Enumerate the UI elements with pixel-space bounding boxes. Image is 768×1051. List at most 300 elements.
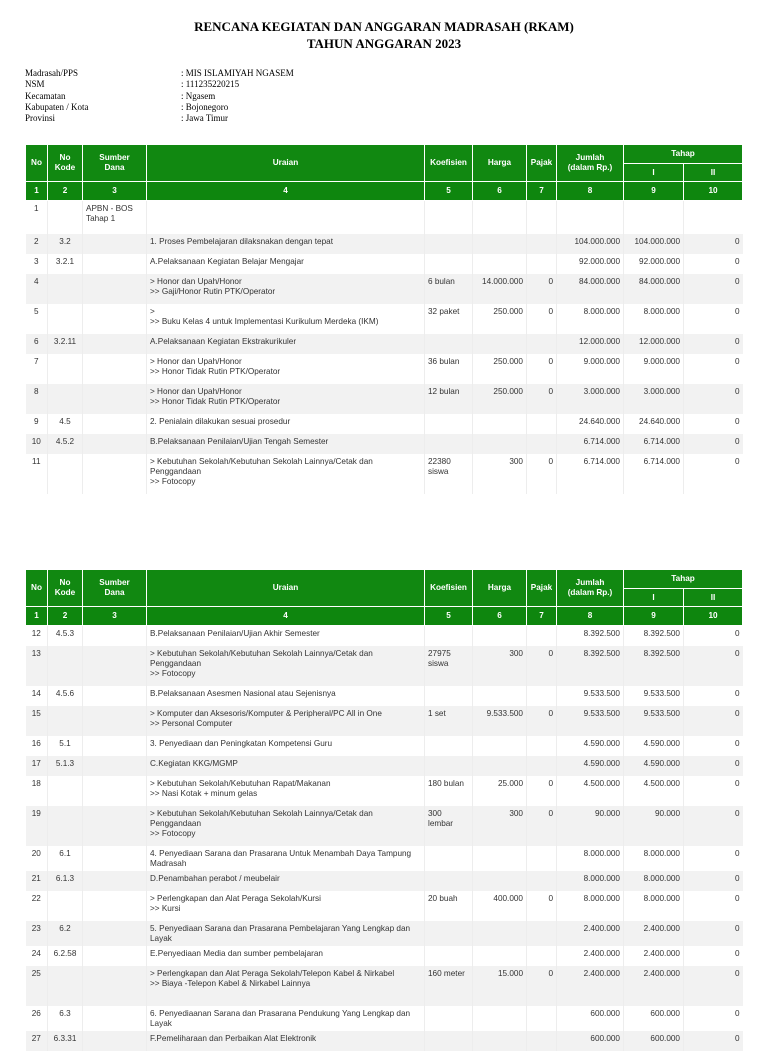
table-row — [26, 304, 743, 334]
cell-koefisien — [425, 756, 473, 776]
cell-harga: 9.533.500 — [473, 706, 527, 736]
cell-harga — [473, 736, 527, 756]
table-row — [26, 946, 743, 966]
cell-uraian: E.Penyediaan Media dan sumber pembelajaran — [147, 946, 425, 966]
cell-tahap-1: 2.400.000 — [624, 966, 684, 1006]
table-row — [26, 871, 743, 891]
cell-jumlah: 600.000 — [557, 1031, 624, 1051]
table-row — [26, 434, 743, 454]
cell-pajak: 0 — [527, 354, 557, 384]
column-number: 10 — [684, 182, 743, 201]
cell-sumber-dana — [83, 1006, 147, 1031]
cell-uraian: > >> Buku Kelas 4 untuk Implementasi Kurikulum Merdeka (IKM) — [147, 304, 425, 334]
budget-table-2 — [25, 569, 743, 1051]
cell-koefisien: 180 bulan — [425, 776, 473, 806]
cell-kode: 6.2.58 — [48, 946, 83, 966]
cell-koefisien — [425, 946, 473, 966]
cell-pajak — [527, 254, 557, 274]
cell-tahap-2: 0 — [684, 966, 743, 1006]
cell-tahap-2: 0 — [684, 871, 743, 891]
table-row — [26, 776, 743, 806]
cell-harga — [473, 921, 527, 946]
cell-koefisien — [425, 254, 473, 274]
column-number: 4 — [147, 607, 425, 626]
cell-tahap-2: 0 — [684, 806, 743, 846]
cell-sumber-dana — [83, 776, 147, 806]
header-jumlah: Jumlah (dalam Rp.) — [557, 145, 624, 182]
cell-uraian: > Honor dan Upah/Honor >> Honor Tidak Rutin PTK/Operator — [147, 384, 425, 414]
cell-kode: 3.2 — [48, 234, 83, 254]
cell-pajak — [527, 756, 557, 776]
cell-koefisien — [425, 234, 473, 254]
cell-tahap-2: 0 — [684, 946, 743, 966]
cell-tahap-1: 600.000 — [624, 1031, 684, 1051]
cell-jumlah: 6.714.000 — [557, 434, 624, 454]
cell-tahap-1: 9.533.500 — [624, 706, 684, 736]
cell-no: 8 — [26, 384, 48, 414]
column-number: 7 — [527, 607, 557, 626]
cell-tahap-1: 92.000.000 — [624, 254, 684, 274]
cell-no: 19 — [26, 806, 48, 846]
cell-harga: 400.000 — [473, 891, 527, 921]
cell-tahap-1 — [624, 201, 684, 234]
cell-koefisien — [425, 871, 473, 891]
info-label: NSM — [25, 79, 45, 90]
column-number: 8 — [557, 607, 624, 626]
table-row — [26, 686, 743, 706]
cell-uraian: 1. Proses Pembelajaran dilaksnakan dengan tepat — [147, 234, 425, 254]
cell-sumber-dana: APBN - BOS Tahap 1 — [83, 201, 147, 234]
cell-uraian: > Honor dan Upah/Honor >> Gaji/Honor Rutin PTK/Operator — [147, 274, 425, 304]
cell-uraian: > Kebutuhan Sekolah/Kebutuhan Rapat/Makanan >> Nasi Kotak + minum gelas — [147, 776, 425, 806]
cell-jumlah: 2.400.000 — [557, 966, 624, 1006]
cell-harga — [473, 414, 527, 434]
cell-tahap-2: 0 — [684, 1031, 743, 1051]
cell-pajak — [527, 921, 557, 946]
cell-tahap-1: 8.000.000 — [624, 846, 684, 871]
info-value: : 111235220215 — [181, 79, 240, 90]
cell-kode: 6.2 — [48, 921, 83, 946]
cell-tahap-1: 2.400.000 — [624, 946, 684, 966]
table-row — [26, 1031, 743, 1051]
cell-koefisien — [425, 414, 473, 434]
cell-koefisien — [425, 736, 473, 756]
cell-harga: 15.000 — [473, 966, 527, 1006]
cell-kode — [48, 201, 83, 234]
cell-harga — [473, 234, 527, 254]
cell-harga: 250.000 — [473, 354, 527, 384]
cell-tahap-2: 0 — [684, 776, 743, 806]
budget-table-1 — [25, 144, 743, 494]
cell-pajak — [527, 434, 557, 454]
cell-pajak: 0 — [527, 776, 557, 806]
cell-no: 24 — [31, 948, 41, 958]
cell-harga: 250.000 — [473, 384, 527, 414]
cell-uraian: 2. Penialain dilakukan sesuai prosedur — [147, 414, 425, 434]
cell-pajak: 0 — [527, 966, 557, 1006]
cell-koefisien — [425, 1006, 473, 1031]
cell-uraian: > Perlengkapan dan Alat Peraga Sekolah/Kursi >> Kursi — [147, 891, 425, 921]
header-jumlah: Jumlah (dalam Rp.) — [557, 570, 624, 607]
cell-uraian: > Kebutuhan Sekolah/Kebutuhan Sekolah Lainnya/Cetak dan Penggandaan >> Fotocopy — [147, 454, 425, 494]
cell-tahap-1: 3.000.000 — [624, 384, 684, 414]
cell-sumber-dana — [83, 384, 147, 414]
cell-no: 27 — [26, 1031, 48, 1051]
cell-uraian: > Perlengkapan dan Alat Peraga Sekolah/Telepon Kabel & Nirkabel >> Biaya -Telepon Kabel & Nirkabel Lainnya — [147, 966, 425, 1006]
cell-koefisien: 12 bulan — [425, 384, 473, 414]
header-uraian: Uraian — [147, 570, 425, 607]
cell-tahap-2: 0 — [684, 414, 743, 434]
cell-jumlah: 4.590.000 — [557, 736, 624, 756]
cell-harga: 300 — [473, 646, 527, 686]
header-harga: Harga — [473, 570, 527, 607]
cell-tahap-1: 8.000.000 — [624, 891, 684, 921]
header-tahap-1: I — [624, 589, 684, 607]
cell-kode: 4.5 — [48, 414, 83, 434]
cell-sumber-dana — [83, 871, 147, 891]
cell-uraian: 6. Penyediaanan Sarana dan Prasarana Pendukung Yang Lengkap dan Layak — [147, 1006, 425, 1031]
cell-no: 5 — [33, 306, 39, 316]
cell-harga — [473, 434, 527, 454]
cell-jumlah: 3.000.000 — [557, 384, 624, 414]
cell-jumlah: 600.000 — [557, 1006, 624, 1031]
cell-tahap-1: 8.000.000 — [624, 304, 684, 334]
cell-no: 10 — [26, 434, 48, 454]
cell-tahap-2: 0 — [684, 646, 743, 686]
cell-jumlah — [557, 201, 624, 234]
cell-tahap-2 — [684, 201, 743, 234]
cell-koefisien: 22380 siswa — [425, 454, 473, 494]
cell-pajak: 0 — [527, 891, 557, 921]
cell-pajak — [527, 234, 557, 254]
info-label: Madrasah/PPS — [25, 68, 79, 78]
cell-kode: 4.5.2 — [48, 434, 83, 454]
cell-koefisien — [425, 686, 473, 706]
column-number: 2 — [48, 182, 83, 201]
cell-uraian: B.Pelaksanaan Asesmen Nasional atau Sejenisnya — [147, 686, 425, 706]
cell-pajak — [527, 686, 557, 706]
document-title: RENCANA KEGIATAN DAN ANGGARAN MADRASAH (RKAM) — [194, 19, 574, 34]
table-row — [26, 354, 743, 384]
cell-jumlah: 4.590.000 — [557, 756, 624, 776]
cell-no: 20 — [31, 848, 41, 858]
table-row — [26, 274, 743, 304]
cell-harga — [473, 946, 527, 966]
cell-no: 3 — [33, 256, 39, 266]
cell-no: 1 — [33, 204, 39, 213]
table-row — [26, 736, 743, 756]
cell-pajak: 0 — [527, 454, 557, 494]
column-number-row — [26, 607, 743, 626]
cell-harga: 25.000 — [473, 776, 527, 806]
cell-tahap-1: 6.714.000 — [624, 434, 684, 454]
cell-harga — [473, 871, 527, 891]
cell-koefisien — [425, 846, 473, 871]
header-no-kode: No Kode — [48, 145, 83, 182]
cell-tahap-2: 0 — [684, 756, 743, 776]
cell-koefisien: 36 bulan — [425, 354, 473, 384]
cell-no: 4 — [26, 274, 48, 304]
cell-tahap-1: 84.000.000 — [624, 274, 684, 304]
cell-kode — [48, 776, 83, 806]
cell-jumlah: 24.640.000 — [557, 414, 624, 434]
cell-tahap-1: 8.392.500 — [624, 646, 684, 686]
info-value: : Jawa Timur — [181, 113, 229, 124]
header-koefisien: Koefisien — [425, 570, 473, 607]
cell-no: 6 — [26, 334, 48, 354]
cell-no: 9 — [33, 416, 39, 426]
header-no-kode: No Kode — [48, 570, 83, 607]
cell-sumber-dana — [83, 304, 147, 334]
cell-sumber-dana — [83, 354, 147, 384]
cell-jumlah: 84.000.000 — [557, 274, 624, 304]
cell-tahap-2: 0 — [684, 334, 743, 354]
cell-koefisien — [425, 201, 473, 234]
cell-no: 13 — [26, 646, 48, 686]
cell-pajak — [527, 1006, 557, 1031]
cell-pajak — [527, 201, 557, 234]
cell-no: 7 — [33, 356, 39, 366]
header-no: No — [26, 570, 48, 607]
cell-tahap-1: 90.000 — [624, 806, 684, 846]
cell-sumber-dana — [83, 706, 147, 736]
cell-tahap-1: 8.392.500 — [624, 626, 684, 646]
column-number: 7 — [527, 182, 557, 201]
cell-jumlah: 8.000.000 — [557, 871, 624, 891]
header-sumber-dana: Sumber Dana — [83, 570, 147, 607]
column-number: 6 — [473, 182, 527, 201]
cell-sumber-dana — [83, 234, 147, 254]
cell-sumber-dana — [83, 434, 147, 454]
cell-pajak: 0 — [527, 706, 557, 736]
cell-pajak — [527, 736, 557, 756]
cell-no: 22 — [31, 893, 41, 903]
cell-jumlah: 9.533.500 — [557, 686, 624, 706]
cell-no: 21 — [26, 871, 48, 891]
cell-tahap-2: 0 — [684, 234, 743, 254]
cell-tahap-2: 0 — [684, 686, 743, 706]
cell-pajak: 0 — [527, 384, 557, 414]
column-number: 10 — [684, 607, 743, 626]
cell-harga: 14.000.000 — [473, 274, 527, 304]
cell-uraian: D.Penambahan perabot / meubelair — [147, 871, 425, 891]
cell-harga: 250.000 — [473, 304, 527, 334]
cell-sumber-dana — [83, 626, 147, 646]
cell-uraian: C.Kegiatan KKG/MGMP — [147, 756, 425, 776]
cell-koefisien: 1 set — [425, 706, 473, 736]
cell-kode: 6.3.31 — [48, 1031, 83, 1051]
column-number: 2 — [48, 607, 83, 626]
cell-uraian: F.Pemeliharaan dan Perbaikan Alat Elektronik — [147, 1031, 425, 1051]
table-row — [26, 646, 743, 686]
cell-harga — [473, 1006, 527, 1031]
cell-tahap-1: 600.000 — [624, 1006, 684, 1031]
cell-harga — [473, 846, 527, 871]
cell-no: 18 — [31, 778, 41, 788]
cell-uraian: B.Pelaksanaan Penilaian/Ujian Akhir Semester — [147, 626, 425, 646]
cell-sumber-dana — [83, 274, 147, 304]
info-label: Provinsi — [25, 113, 56, 124]
cell-tahap-2: 0 — [684, 736, 743, 756]
header-no: No — [26, 145, 48, 182]
cell-sumber-dana — [83, 254, 147, 274]
cell-pajak — [527, 334, 557, 354]
cell-sumber-dana — [83, 686, 147, 706]
cell-kode — [48, 646, 83, 686]
cell-uraian: > Komputer dan Aksesoris/Komputer & Peripheral/PC All in One >> Personal Computer — [147, 706, 425, 736]
header-tahap-2: II — [684, 164, 743, 182]
cell-kode — [48, 384, 83, 414]
cell-koefisien — [425, 626, 473, 646]
cell-jumlah: 8.000.000 — [557, 304, 624, 334]
column-number: 4 — [147, 182, 425, 201]
cell-kode: 5.1.3 — [48, 756, 83, 776]
cell-tahap-2: 0 — [684, 626, 743, 646]
cell-sumber-dana — [83, 846, 147, 871]
cell-harga — [473, 254, 527, 274]
cell-jumlah: 90.000 — [557, 806, 624, 846]
cell-kode — [48, 454, 83, 494]
cell-pajak — [527, 946, 557, 966]
cell-uraian: > Kebutuhan Sekolah/Kebutuhan Sekolah Lainnya/Cetak dan Penggandaan >> Fotocopy — [147, 806, 425, 846]
cell-jumlah: 8.000.000 — [557, 891, 624, 921]
cell-tahap-1: 4.590.000 — [624, 736, 684, 756]
cell-harga — [473, 756, 527, 776]
cell-koefisien — [425, 434, 473, 454]
cell-harga — [473, 201, 527, 234]
cell-no: 14 — [31, 688, 41, 698]
cell-jumlah: 8.392.500 — [557, 626, 624, 646]
cell-jumlah: 9.000.000 — [557, 354, 624, 384]
cell-jumlah: 4.500.000 — [557, 776, 624, 806]
column-number: 8 — [557, 182, 624, 201]
cell-tahap-1: 104.000.000 — [624, 234, 684, 254]
document-subtitle: TAHUN ANGGARAN 2023 — [306, 36, 462, 51]
cell-koefisien: 300 lembar — [425, 806, 473, 846]
cell-uraian: B.Pelaksanaan Penilaian/Ujian Tengah Semester — [147, 434, 425, 454]
column-number: 9 — [624, 182, 684, 201]
header-harga: Harga — [473, 145, 527, 182]
table-row — [26, 846, 743, 871]
cell-pajak — [527, 626, 557, 646]
cell-koefisien: 20 buah — [425, 891, 473, 921]
info-label: Kabupaten / Kota — [25, 101, 89, 112]
cell-no: 17 — [26, 756, 48, 776]
cell-no: 11 — [32, 456, 41, 466]
table-row — [26, 806, 743, 846]
cell-koefisien — [425, 1031, 473, 1051]
table-row — [26, 201, 743, 234]
cell-tahap-2: 0 — [684, 254, 743, 274]
cell-pajak — [527, 1031, 557, 1051]
cell-pajak: 0 — [527, 646, 557, 686]
cell-jumlah: 9.533.500 — [557, 706, 624, 736]
cell-tahap-2: 0 — [684, 384, 743, 414]
cell-sumber-dana — [83, 756, 147, 776]
cell-kode — [48, 274, 83, 304]
cell-uraian: A.Pelaksanaan Kegiatan Ekstrakurikuler — [147, 334, 425, 354]
cell-uraian: 4. Penyediaan Sarana dan Prasarana Untuk Menambah Daya Tampung Madrasah — [147, 846, 425, 871]
cell-no: 25 — [26, 966, 48, 1006]
info-value: : Ngasem — [181, 90, 216, 101]
cell-uraian: > Kebutuhan Sekolah/Kebutuhan Sekolah Lainnya/Cetak dan Penggandaan >> Fotocopy — [147, 646, 425, 686]
column-number: 3 — [83, 182, 147, 201]
header-pajak: Pajak — [527, 145, 557, 182]
cell-koefisien: 160 meter — [425, 966, 473, 1006]
cell-tahap-1: 8.000.000 — [624, 871, 684, 891]
cell-harga — [473, 334, 527, 354]
cell-harga: 300 — [473, 454, 527, 494]
header-tahap-1: I — [624, 164, 684, 182]
cell-uraian: > Honor dan Upah/Honor >> Honor Tidak Rutin PTK/Operator — [147, 354, 425, 384]
cell-tahap-2: 0 — [684, 846, 743, 871]
header-sumber-dana: Sumber Dana — [83, 145, 147, 182]
table-row — [26, 414, 743, 434]
cell-sumber-dana — [83, 454, 147, 494]
cell-jumlah: 8.000.000 — [557, 846, 624, 871]
cell-jumlah: 92.000.000 — [557, 254, 624, 274]
column-number: 5 — [425, 607, 473, 626]
table-row — [26, 234, 743, 254]
cell-kode — [48, 354, 83, 384]
cell-tahap-2: 0 — [684, 274, 743, 304]
cell-harga — [473, 1031, 527, 1051]
cell-no: 15 — [26, 706, 48, 736]
cell-kode: 6.1 — [48, 846, 83, 871]
column-number: 3 — [83, 607, 147, 626]
cell-tahap-2: 0 — [684, 304, 743, 334]
cell-kode: 4.5.6 — [48, 686, 83, 706]
table-row — [26, 334, 743, 354]
cell-tahap-2: 0 — [684, 706, 743, 736]
cell-pajak: 0 — [527, 806, 557, 846]
cell-uraian: 5. Penyediaan Sarana dan Prasarana Pembelajaran Yang Lengkap dan Layak — [147, 921, 425, 946]
table-row — [26, 384, 743, 414]
column-number-row — [26, 182, 743, 201]
cell-kode: 6.1.3 — [48, 871, 83, 891]
column-number: 9 — [624, 607, 684, 626]
header-tahap: Tahap — [624, 145, 743, 164]
info-value: : Bojonegoro — [181, 101, 229, 112]
cell-sumber-dana — [83, 891, 147, 921]
cell-tahap-1: 4.590.000 — [624, 756, 684, 776]
table-row — [26, 1006, 743, 1031]
table-row — [26, 454, 743, 494]
cell-kode — [48, 966, 83, 1006]
cell-tahap-2: 0 — [684, 921, 743, 946]
table-row — [26, 966, 743, 1006]
cell-tahap-1: 6.714.000 — [624, 454, 684, 494]
cell-sumber-dana — [83, 806, 147, 846]
cell-sumber-dana — [83, 966, 147, 1006]
cell-sumber-dana — [83, 946, 147, 966]
cell-tahap-1: 2.400.000 — [624, 921, 684, 946]
cell-no: 26 — [31, 1008, 41, 1018]
cell-harga — [473, 626, 527, 646]
cell-pajak — [527, 414, 557, 434]
cell-tahap-1: 9.000.000 — [624, 354, 684, 384]
header-tahap: Tahap — [624, 570, 743, 589]
table-row — [26, 891, 743, 921]
cell-sumber-dana — [83, 646, 147, 686]
cell-uraian: A.Pelaksanaan Kegiatan Belajar Mengajar — [147, 254, 425, 274]
cell-kode — [48, 806, 83, 846]
cell-tahap-2: 0 — [684, 434, 743, 454]
cell-jumlah: 8.392.500 — [557, 646, 624, 686]
cell-jumlah: 2.400.000 — [557, 946, 624, 966]
cell-uraian — [147, 201, 425, 234]
cell-sumber-dana — [83, 1031, 147, 1051]
